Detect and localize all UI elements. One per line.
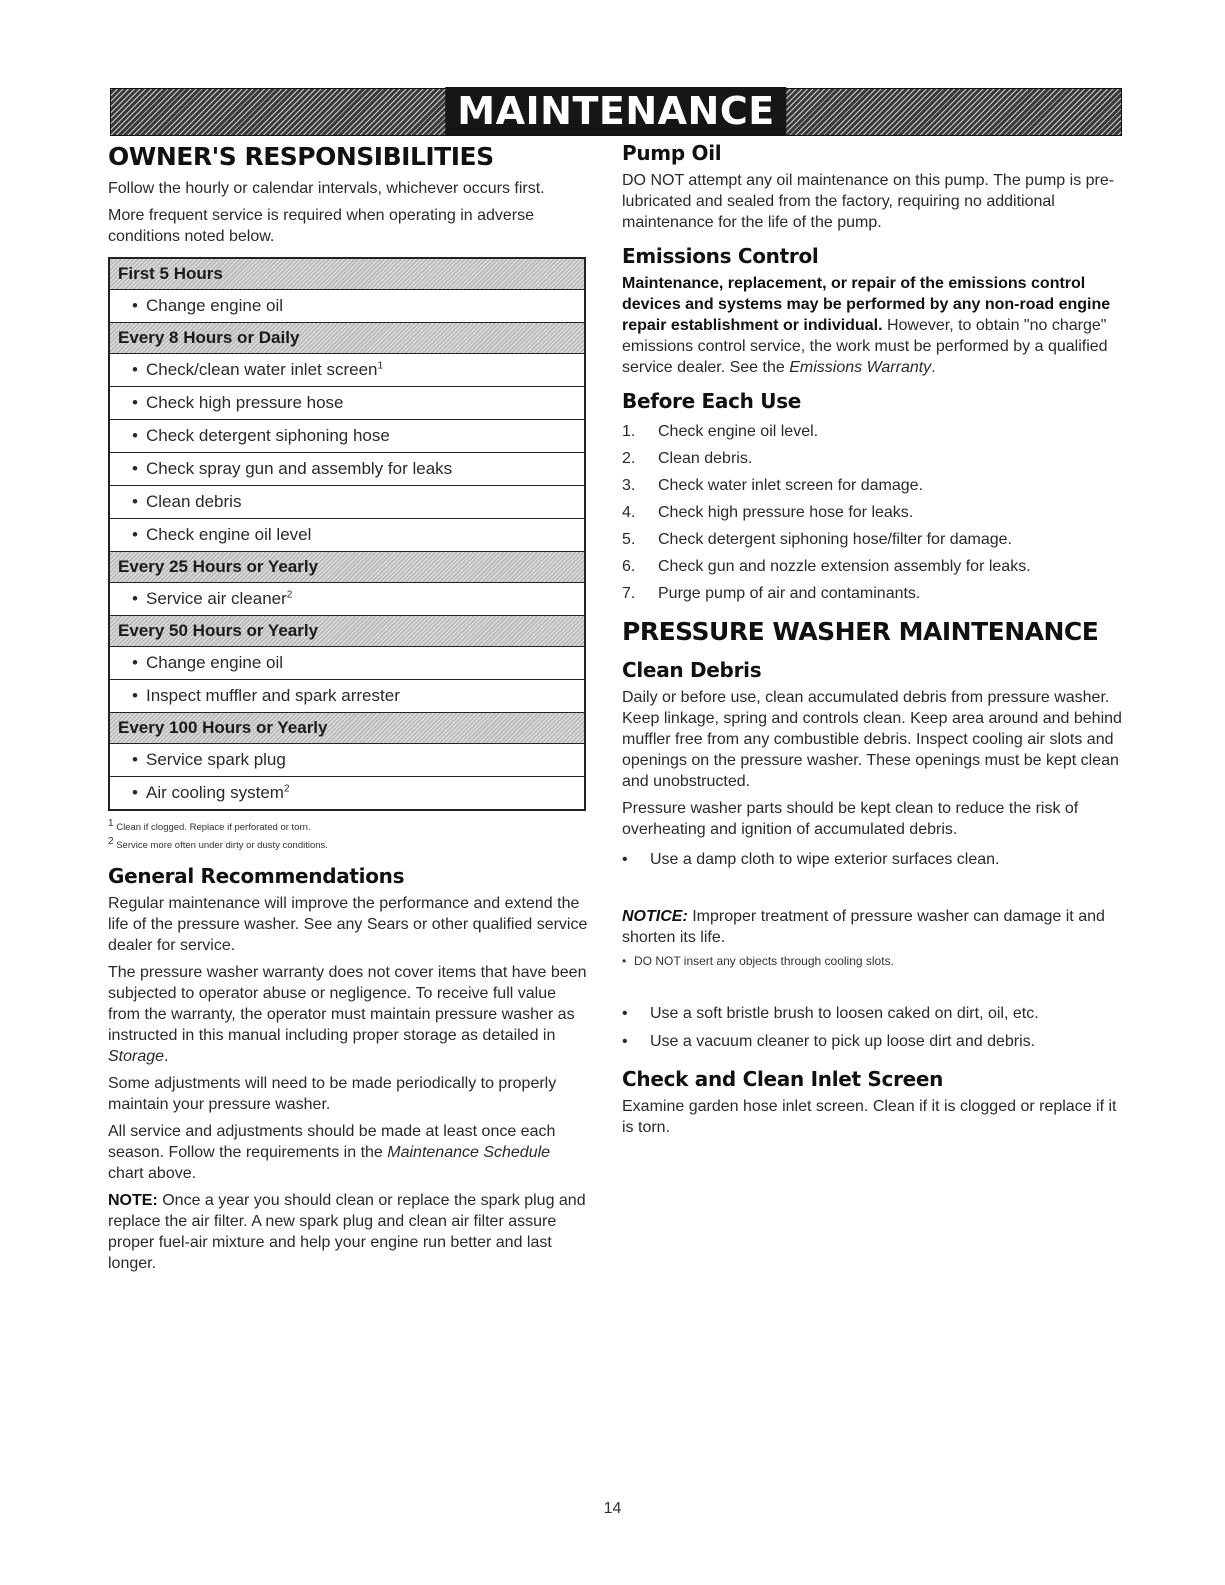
notice-block: NOTICE: Improper treatment of pressure washer can damage it and shorten its life. • DO NOT insert any objects through cooling slots. [622,906,1122,970]
schedule-item: Clean debris [146,492,242,511]
clean-debris-paragraph-1: Daily or before use, clean accumulated debris from pressure washer. Keep linkage, spring and controls clean. Keep area around and behind muffler free from any combustible debris. Inspect cooling air slots and openings on the pressure washer. These openings must be kept clean and unobstructed. [622,689,1122,790]
schedule-header-row [109,713,585,744]
schedule-item-row: • Check engine oil level [109,519,585,552]
clean-debris-list-1 [622,846,1122,874]
schedule-item-row: • Change engine oil [109,647,585,680]
clean-debris-list-2 [622,1000,1122,1056]
list-item: 6. Check gun and nozzle extension assembly for leaks. [622,558,1031,575]
right-column [622,142,1122,1144]
inlet-screen-heading: Check and Clean Inlet Screen [622,1067,944,1091]
list-item: 3. Check water inlet screen for damage. [622,477,924,494]
clean-debris-paragraph-2: Pressure washer parts should be kept clean to reduce the risk of overheating and ignition of accumulated debris. [622,800,1079,838]
clean-debris-heading: Clean Debris [622,658,762,682]
footnotes [108,817,590,853]
footnote-ref: 1 [377,360,384,372]
maintenance-schedule-table [108,257,586,811]
note-label: NOTE: [108,1192,158,1210]
schedule-item-row: • Check high pressure hose [109,387,585,420]
schedule-item: Check spray gun and assembly for leaks [146,459,453,478]
note-paragraph: NOTE: Once a year you should clean or replace the spark plug and replace the air filter. A new spark plug and clean air filter assure proper fuel-air mixture and help your engine run better and last longer. [108,1192,586,1273]
schedule-header-first-5: First 5 Hours [109,258,585,290]
schedule-item: Inspect muffler and spark arrester [146,686,400,705]
owners-paragraph-1: Follow the hourly or calendar intervals, whichever occurs first. [108,180,545,197]
footnote-ref: 2 [283,783,290,795]
list-item: 4. Check high pressure hose for leaks. [622,504,914,521]
emissions-paragraph: Maintenance, replacement, or repair of the emissions control devices and systems may be performed by any non-road engine repair establishment or individual. However, to obtain "no charge" emissions control service, the work must be performed by a qualified service dealer. See the Emissions Warranty. [622,275,1111,376]
footnote-1: $^1$ Clean if clogged. Replace if perforated or torn. [108,818,311,834]
general-paragraph-1: Regular maintenance will improve the performance and extend the life of the pressure washer. See any Sears or other qualified service dealer for service. [108,895,588,955]
schedule-item-row: • Service air cleaner$^2$ [109,583,585,616]
schedule-header-row [109,323,585,354]
list-item: • Use a soft bristle brush to loosen caked on dirt, oil, etc. [622,1005,1039,1022]
footnote-ref: 2 [286,589,293,601]
schedule-header-row [109,552,585,583]
notice-label: NOTICE: [622,908,688,925]
schedule-item-row: • Check spray gun and assembly for leaks [109,453,585,486]
general-recommendations-heading: General Recommendations [108,864,405,889]
schedule-item: Change engine oil [146,296,284,315]
pump-oil-heading: Pump Oil [622,141,722,165]
general-paragraph-4: All service and adjustments should be made at least once each season. Follow the requirements in the Maintenance Schedule chart above. [108,1123,556,1183]
schedule-item-row: • Check/clean water inlet screen$^1$ [109,354,585,387]
inlet-screen-paragraph: Examine garden hose inlet screen. Clean if it is clogged or replace if it is torn. [622,1098,1117,1136]
notice-sub-item: • DO NOT insert any objects through cooling slots. [622,954,894,968]
schedule-item-row: • Change engine oil [109,290,585,323]
schedule-item-row: • Air cooling system$^2$ [109,777,585,811]
schedule-item-row: • Inspect muffler and spark arrester [109,680,585,713]
banner-title: MAINTENANCE [445,87,786,135]
schedule-header-row [109,258,585,290]
schedule-header-every-25: Every 25 Hours or Yearly [109,552,585,583]
owners-paragraph-2: More frequent service is required when operating in adverse conditions noted below. [108,207,535,245]
emissions-control-heading: Emissions Control [622,244,819,268]
schedule-item: Service air cleaner [146,589,287,608]
before-each-use-heading: Before Each Use [622,389,802,413]
schedule-header-every-8: Every 8 Hours or Daily [109,323,585,354]
list-item: 5. Check detergent siphoning hose/filter for damage. [622,531,1012,548]
footnote-2: $^2$ Service more often under dirty or dusty conditions. [108,836,328,852]
list-item: • Use a vacuum cleaner to pick up loose dirt and debris. [622,1033,1036,1050]
schedule-item-row: • Check detergent siphoning hose [109,420,585,453]
maintenance-banner [110,88,1122,136]
schedule-item: Check/clean water inlet screen [146,360,378,379]
schedule-header-every-50: Every 50 Hours or Yearly [109,616,585,647]
schedule-item: Air cooling system [146,783,284,802]
page-number: 14 [603,1500,622,1517]
list-item: 1. Check engine oil level. [622,423,819,440]
before-each-use-list [622,418,1122,607]
schedule-item: Check high pressure hose [146,393,344,412]
list-item: 2. Clean debris. [622,450,753,467]
list-item: 7. Purge pump of air and contaminants. [622,585,921,602]
list-item: • Use a damp cloth to wipe exterior surfaces clean. [622,851,1000,868]
schedule-header-row [109,616,585,647]
general-paragraph-3: Some adjustments will need to be made periodically to properly maintain your pressure washer. [108,1075,557,1114]
schedule-item: Service spark plug [146,750,286,769]
owners-responsibilities-heading: OWNER'S RESPONSIBILITIES [108,142,494,171]
schedule-item: Change engine oil [146,653,284,672]
schedule-item: Check engine oil level [146,525,312,544]
schedule-item-row: • Clean debris [109,486,585,519]
schedule-item: Check detergent siphoning hose [146,426,390,445]
schedule-header-every-100: Every 100 Hours or Yearly [109,713,585,744]
pump-oil-paragraph: DO NOT attempt any oil maintenance on this pump. The pump is pre-lubricated and sealed from the factory, requiring no additional maintenance for the life of the pump. [622,172,1115,231]
pressure-washer-maintenance-heading: PRESSURE WASHER MAINTENANCE [622,617,1099,646]
schedule-item-row: • Service spark plug [109,744,585,777]
general-paragraph-2: The pressure washer warranty does not cover items that have been subjected to operator abuse or negligence. To receive full value from the warranty, the operator must maintain pressure washer as instructed in this manual including proper storage as detailed in Storage. [108,964,587,1066]
left-column [108,142,590,1280]
